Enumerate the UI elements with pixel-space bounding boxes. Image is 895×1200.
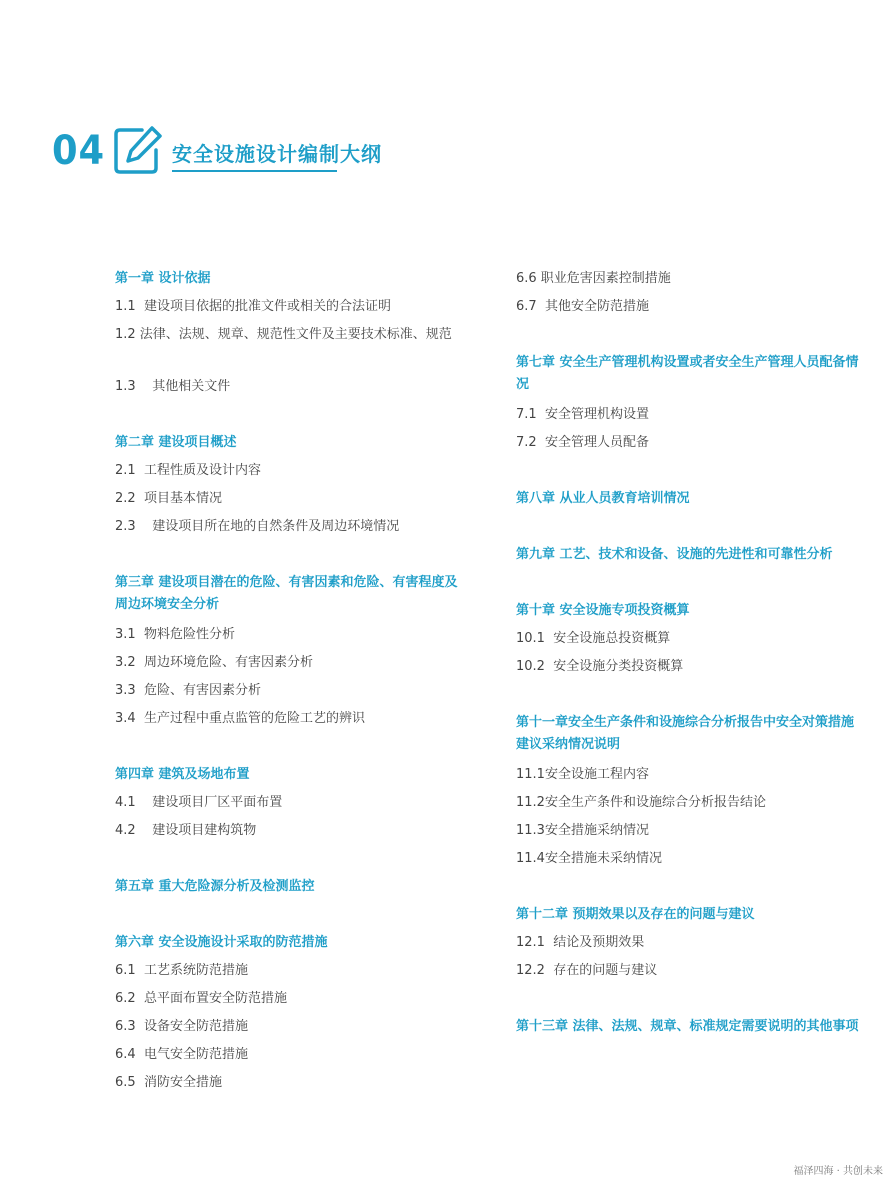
- list-item: 3.2 周边环境危险、有害因素分析: [115, 655, 313, 670]
- edit-pencil-icon: [112, 124, 164, 174]
- list-item: 6.7 其他安全防范措施: [516, 299, 649, 314]
- list-item: 6.5 消防安全措施: [115, 1075, 222, 1090]
- title-underline: [172, 170, 337, 172]
- list-item: 3.4 生产过程中重点监管的危险工艺的辨识: [115, 711, 365, 726]
- list-item: 4.1 建设项目厂区平面布置: [115, 795, 283, 810]
- list-item: 12.1 结论及预期效果: [516, 935, 645, 950]
- chapter-title: 第十章 安全设施专项投资概算: [516, 603, 690, 618]
- list-item: 12.2 存在的问题与建议: [516, 963, 658, 978]
- chapter-title: 第三章 建设项目潜在的危险、有害因素和危险、有害程度及周边环境安全分析: [115, 575, 458, 612]
- list-item: 6.6 职业危害因素控制措施: [516, 271, 671, 286]
- chapter-title: 第十二章 预期效果以及存在的问题与建议: [516, 907, 755, 922]
- list-item: 4.2 建设项目建构筑物: [115, 823, 257, 838]
- list-item: 3.3 危险、有害因素分析: [115, 683, 261, 698]
- chapter-title: 第一章 设计依据: [115, 271, 211, 286]
- chapter-title: 第六章 安全设施设计采取的防范措施: [115, 935, 328, 950]
- list-item: 2.2 项目基本情况: [115, 491, 222, 506]
- chapter-title: 第四章 建筑及场地布置: [115, 767, 250, 782]
- chapter-title: 第五章 重大危险源分析及检测监控: [115, 879, 315, 894]
- list-item: 6.1 工艺系统防范措施: [115, 963, 248, 978]
- list-item: 7.1 安全管理机构设置: [516, 407, 649, 422]
- chapter-title: 第十一章安全生产条件和设施综合分析报告中安全对策措施建议采纳情况说明: [516, 715, 855, 752]
- list-item: 10.1 安全设施总投资概算: [516, 631, 671, 646]
- list-item: 6.2 总平面布置安全防范措施: [115, 991, 287, 1006]
- list-item: 1.3 其他相关文件: [115, 379, 231, 394]
- list-item: 1.1 建设项目依据的批准文件或相关的合法证明: [115, 299, 391, 314]
- chapter-title: 第七章 安全生产管理机构设置或者安全生产管理人员配备情况: [516, 355, 859, 392]
- chapter-title: 第八章 从业人员教育培训情况: [516, 491, 690, 506]
- list-item: 11.2安全生产条件和设施综合分析报告结论: [516, 795, 766, 810]
- chapter-title: 第二章 建设项目概述: [115, 435, 237, 450]
- list-item: 3.1 物料危险性分析: [115, 627, 235, 642]
- list-item: 11.3安全措施采纳情况: [516, 823, 649, 838]
- list-item: 2.3 建设项目所在地的自然条件及周边环境情况: [115, 519, 400, 534]
- footer-slogan: 福泽四海 · 共创未来: [793, 1166, 883, 1177]
- chapter-title: 第九章 工艺、技术和设备、设施的先进性和可靠性分析: [516, 547, 833, 562]
- chapter-title: 第十三章 法律、法规、规章、标准规定需要说明的其他事项: [516, 1019, 859, 1034]
- list-item: 6.3 设备安全防范措施: [115, 1019, 248, 1034]
- list-item: 11.1安全设施工程内容: [516, 767, 649, 782]
- list-item: 10.2 安全设施分类投资概算: [516, 659, 684, 674]
- list-item: 7.2 安全管理人员配备: [516, 435, 649, 450]
- list-item: 1.2 法律、法规、规章、规范性文件及主要技术标准、规范: [115, 327, 452, 342]
- page-title: 安全设施设计编制大纲: [172, 142, 382, 166]
- list-item: 11.4安全措施未采纳情况: [516, 851, 662, 866]
- list-item: 6.4 电气安全防范措施: [115, 1047, 248, 1062]
- list-item: 2.1 工程性质及设计内容: [115, 463, 261, 478]
- section-number: 04: [52, 128, 106, 174]
